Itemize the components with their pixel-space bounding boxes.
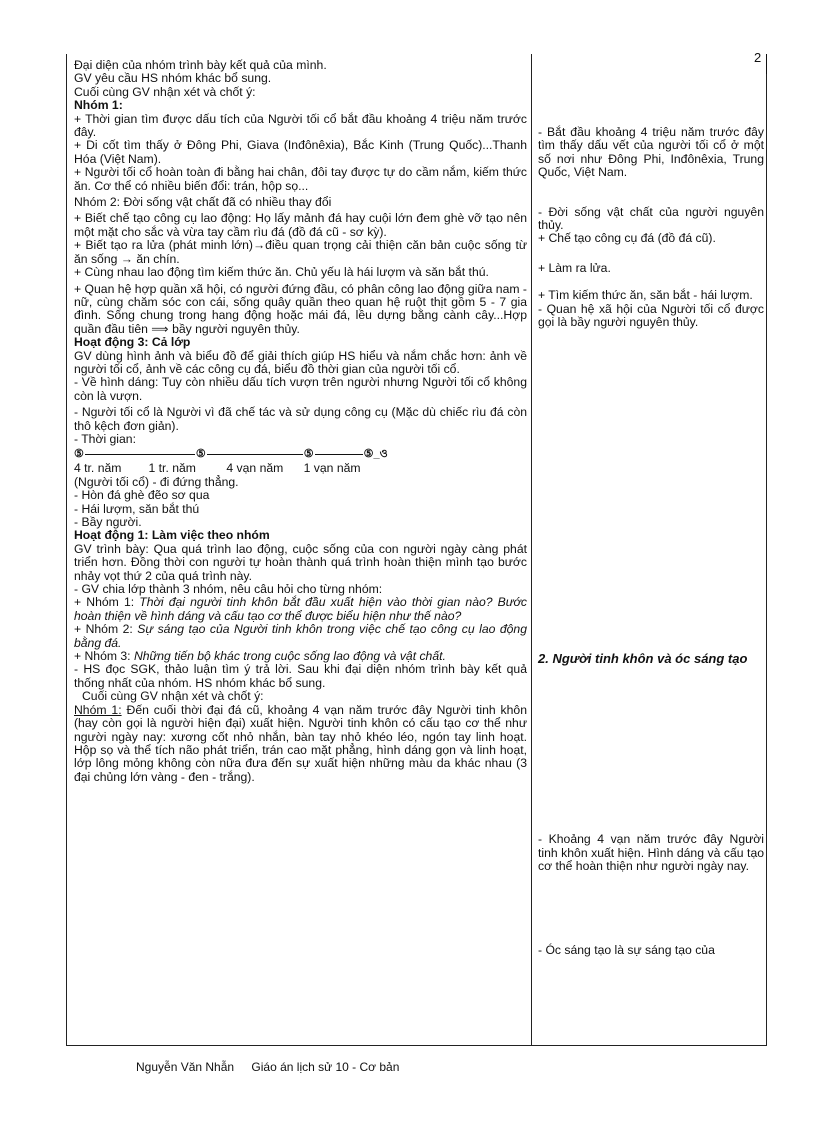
timeline-diagram — [74, 447, 527, 461]
timeline-segment — [207, 454, 303, 455]
summary-text: + Làm ra lửa. — [538, 260, 611, 275]
question-paragraph — [74, 623, 527, 650]
text-paragraph: + Di cốt tìm thấy ở Đông Phi, Giava (Inđônêxia), Bắc Kinh (Trung Quốc)...Thanh Hóa (Việt Nam). — [74, 138, 527, 166]
text-paragraph: Cuối cùng GV nhận xét và chốt ý: — [74, 84, 256, 99]
page-footer — [136, 1060, 413, 1074]
timeline-segment — [315, 454, 363, 455]
summary-text: - Óc sáng tạo là sự sáng tạo của — [538, 942, 715, 957]
left-column — [74, 59, 527, 784]
group-heading: Nhóm 2: Đời sống vật chất đã có nhiều thay đổi — [74, 195, 332, 210]
text-paragraph — [74, 704, 527, 784]
footer-author: Nguyễn Văn Nhẫn — [136, 1060, 235, 1074]
text-paragraph: - HS đọc SGK, thảo luận tìm ý trả lời. Sau khi đại diện nhóm trình bày kết quả thống nhất của nhóm. HS nhóm khác bổ sung. — [74, 662, 527, 690]
text-paragraph: - Bầy người. — [74, 515, 142, 529]
text-paragraph: - Hái lượm, săn bắt thú — [74, 501, 200, 516]
timeline-labels: 4 tr. năm 1 tr. năm 4 vạn năm 1 vạn năm — [74, 461, 361, 476]
table-border-left — [66, 54, 67, 1046]
group-label: Nhóm 1: — [74, 702, 122, 717]
section-heading: 2. Người tinh khôn và óc sáng tạo — [538, 651, 748, 667]
group-text: Đến cuối thời đại đá cũ, khoảng 4 vạn năm trước đây Người tinh khôn (hay còn gọi là người hiện đại) xuất hiện. Người tinh khôn có cấu tạo cơ thể như người ngày nay: xương cốt nhỏ nhắn, bàn tay nhỏ khéo léo, ngón tay linh hoạt. Hộp sọ và thể tích não phát triển, trán cao mặt phẳng, hình dáng gọn và linh hoạt, lớp lông mỏng không còn nữa đưa đến sự xuất hiện những màu da khác nhau (3 đại chủng lớn vàng - đen - trắng). — [74, 702, 527, 784]
text-paragraph: + Biết chế tạo công cụ lao động: Họ lấy mảnh đá hay cuội lớn đem ghè vỡ tạo nên một mặt cho sắc và vừa tay cầm rìu đá (đồ đá cũ - sơ kỳ). — [74, 211, 527, 239]
summary-text: - Quan hệ xã hội của Người tối cổ được gọi là bầy người nguyên thủy. — [538, 301, 764, 330]
right-column — [538, 59, 764, 957]
timeline-marker: ⑤ — [74, 447, 84, 460]
page-number: 2 — [754, 50, 762, 65]
text-paragraph: (Người tối cổ) - đi đứng thẳng. — [74, 474, 239, 489]
summary-text: - Đời sống vật chất của người nguyên thủy. — [538, 204, 764, 233]
question-prefix: + Nhóm 3: — [74, 649, 134, 664]
question-text: Thời đại người tinh khôn bắt đầu xuất hiện vào thời gian nào? Bước hoàn thiện về hình dáng và cấu tạo cơ thể được biểu hiện như thế nào? — [74, 595, 527, 623]
activity-heading: Hoạt động 1: Làm việc theo nhóm — [74, 528, 270, 543]
table-border-middle — [531, 54, 532, 1046]
summary-text: + Chế tạo công cụ đá (đồ đá cũ). — [538, 231, 716, 246]
text-paragraph: + Biết tạo ra lửa (phát minh lớn)→điều quan trọng cải thiện căn bản cuộc sống từ ăn sống → ăn chín. — [74, 238, 527, 266]
question-text: Những tiến bộ khác trong cuộc sống lao động và vật chất. — [133, 649, 446, 664]
question-text: Sự sáng tạo của Người tinh khôn trong việc chế tạo công cụ lao động bằng đá. — [74, 622, 527, 650]
text-paragraph: - Thời gian: — [74, 431, 136, 446]
text-paragraph: - GV chia lớp thành 3 nhóm, nêu câu hỏi cho từng nhóm: — [74, 582, 383, 597]
timeline-segment — [85, 454, 195, 455]
table-border-right — [766, 74, 767, 1046]
table-border-bottom — [66, 1045, 767, 1046]
text-paragraph: + Cùng nhau lao động tìm kiếm thức ăn. Chủ yếu là hái lượm và săn bắt thú. — [74, 265, 489, 280]
summary-text: - Khoảng 4 vạn năm trước đây Người tinh khôn xuất hiện. Hình dáng và cấu tạo cơ thể hoàn thiện như người ngày nay. — [538, 832, 764, 874]
question-prefix: + Nhóm 1: — [74, 595, 140, 610]
text-paragraph: - Người tối cổ là Người vì đã chế tác và sử dụng công cụ (Mặc dù chiếc rìu đá còn thô kệch đơn giản). — [74, 405, 527, 433]
text-paragraph: - Về hình dáng: Tuy còn nhiều dấu tích vượn trên người nhưng Người tối cổ không còn là vượn. — [74, 375, 527, 403]
question-paragraph — [74, 650, 527, 663]
timeline-marker: ⑤ — [303, 447, 314, 460]
summary-text: - Bắt đầu khoảng 4 triệu năm trước đây tìm thấy dấu vết của người tối cổ ở một số nơi như Đông Phi, Inđônêxia, Trung Quốc, Việt Nam. — [538, 125, 764, 180]
text-paragraph: GV trình bày: Qua quá trình lao động, cuộc sống của con người ngày càng phát triển hơn. Đồng thời con người tự hoàn thành quá trình hoàn thiện mình tạo bước nhảy vọt thứ 2 của quá trình này. — [74, 541, 527, 583]
text-paragraph: + Thời gian tìm được dấu tích của Người tối cổ bắt đầu khoảng 4 triệu năm trước đây. — [74, 111, 527, 140]
text-paragraph: Cuối cùng GV nhận xét và chốt ý: — [82, 689, 264, 704]
text-paragraph: Đại diện của nhóm trình bày kết quả của mình. — [74, 58, 327, 72]
timeline-marker: ⑤ — [195, 447, 206, 460]
text-paragraph: + Quan hệ hợp quần xã hội, có người đứng đầu, có phân công lao động giữa nam - nữ, cùng chăm sóc con cái, sống quây quần theo quan hệ ruột thịt gồm 5 - 7 gia đình. Sống chung trong hang động hoặc mái đá, lều dựng bằng cành cây...Hợp quần đầu tiên ⟹ bầy người nguyên thủy. — [74, 281, 527, 336]
timeline-end-marker: ⑤_ও — [363, 447, 388, 460]
text-paragraph: GV yêu cầu HS nhóm khác bổ sung. — [74, 71, 272, 86]
question-prefix: + Nhóm 2: — [74, 622, 138, 637]
activity-heading: Hoạt động 3: Cả lớp — [74, 335, 191, 350]
footer-title: Giáo án lịch sử 10 - Cơ bản — [251, 1060, 400, 1074]
text-paragraph: - Hòn đá ghè đẽo sơ qua — [74, 488, 210, 503]
text-paragraph: GV dùng hình ảnh và biểu đồ để giải thích giúp HS hiểu và nắm chắc hơn: ảnh về người tối cổ, ảnh về các công cụ đá, biểu đồ thời gian của người tối cổ. — [74, 348, 527, 376]
text-paragraph: + Người tối cổ hoàn toàn đi bằng hai chân, đôi tay được tự do cầm nắm, kiếm thức ăn. Cơ thể có nhiều biến đổi: trán, hộp sọ... — [74, 165, 527, 193]
group-heading: Nhóm 1: — [74, 98, 123, 113]
question-paragraph — [74, 596, 527, 623]
summary-text: + Tìm kiếm thức ăn, săn bắt - hái lượm. — [538, 288, 753, 303]
